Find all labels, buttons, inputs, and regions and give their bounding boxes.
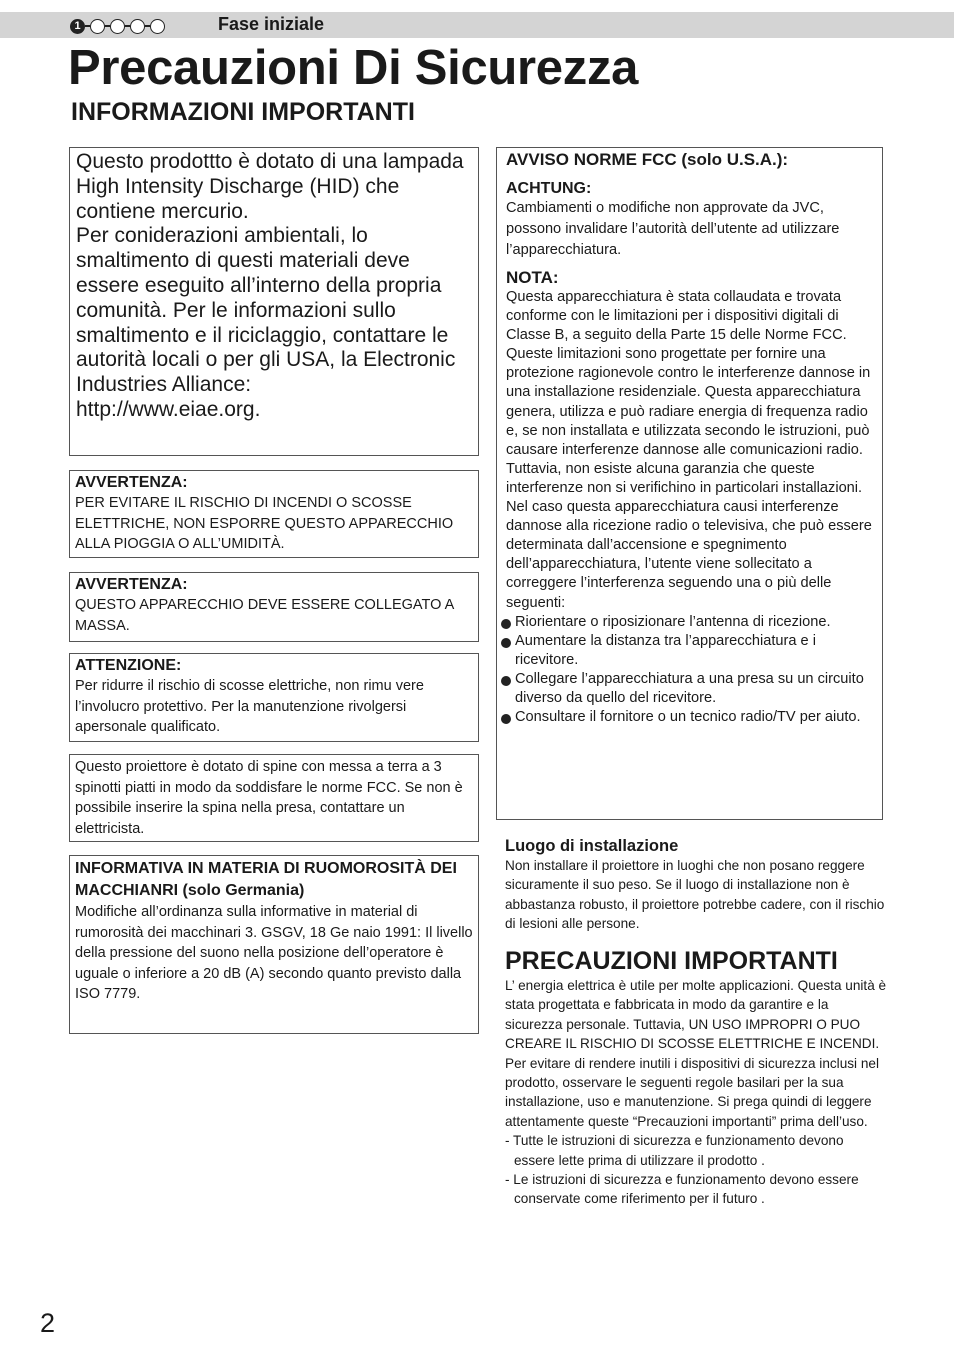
fcc-title: AVVISO NORME FCC (solo U.S.A.): (506, 150, 789, 169)
fcc-notice-box (496, 147, 883, 820)
list-item: Riorientare o riposizionare l’antenna di ricezione. (501, 613, 879, 632)
list-item: Collegare l’apparecchiatura a una presa su un circuito diverso da quello del ricevitore. (501, 670, 879, 708)
mercury-para-1: Questo prodottto è dotato di una lampada High Intensity Discharge (HID) che contiene mercurio. (76, 150, 464, 223)
fcc-bullet-list (501, 613, 879, 728)
warning-text: QUESTO APPARECCHIO DEVE ESSERE COLLEGATO A MASSA. (75, 597, 454, 634)
installation-title: Luogo di installazione (505, 837, 679, 855)
important-precautions-section (505, 947, 887, 1209)
noise-notice-box (69, 855, 479, 1034)
noise-title: INFORMATIVA IN MATERIA DI RUOMOROSITÀ DEI (75, 860, 457, 877)
installation-section (505, 837, 885, 934)
noise-subtitle: MACCHIANRI (solo Germania) (75, 882, 305, 899)
important-title: PRECAUZIONI IMPORTANTI (505, 947, 838, 975)
caution-box (69, 653, 479, 742)
warning-title: AVVERTENZA: (75, 474, 188, 491)
step-1-circle: 1 (70, 19, 85, 34)
step-5-circle (150, 19, 165, 34)
warning-text: PER EVITARE IL RISCHIO DI INCENDI O SCOSSE ELETTRICHE, NON ESPORRE QUESTO APPARECCHIO ALLA PIOGGIA O ALL’UMIDITÀ. (75, 495, 454, 552)
list-item: - Tutte le istruzioni di sicurezza e funzionamento devono essere lette prima di utilizzare il prodotto . (505, 1133, 844, 1168)
list-item: Consultare il fornitore o un tecnico radio/TV per aiuto. (501, 708, 879, 727)
mercury-para-2: Per coniderazioni ambientali, lo smaltimento di questi materiali deve essere eseguito all’interno della propria comunità. Per le informazioni sullo smaltimento e il riciclaggio, contattare le autorità locali o per gli USA, la Electronic (76, 224, 456, 372)
section-heading: INFORMAZIONI IMPORTANTI (71, 98, 415, 126)
list-item: - Le istruzioni di sicurezza e funzionamento devono essere conservate come riferimento per il futuro . (505, 1172, 859, 1207)
mercury-notice-box (69, 147, 479, 456)
page-title: Precauzioni Di Sicurezza (68, 41, 639, 95)
warning-box-rain (69, 470, 479, 558)
step-indicator (70, 16, 165, 36)
nota-text: Questa apparecchiatura è stata collaudata e trovata conforme con le limitazioni per i dispositivi digitali di Classe B, a seguito della Parte 15 delle Norme FCC. Queste limitazioni sono progettate per fornire una protezione ragionevole contro le interferenze dannose in una installazione residenziale. Questa apparecchiatura genera, utilizza e può radiare energia di frequenza radio e, se non installata e utilizzata secondo le istruzioni, può causare interferenze dannose alle comunicazioni radio. Tuttavia, non esiste alcuna garanzia che queste interferenze non si verifichino in particolari installazioni. Nel caso questa apparecchiatura causi interferenze dannose alla ricezione radio o televisiva, che può essere determinata dall’accensione e spegnimento dell’apparecchiatura, l’utente viene sollecitato a correggere l’interferenza seguendo una o più delle seguenti: (506, 289, 872, 611)
installation-text: Non installare il proiettore in luoghi che non posano reggere sicuramente il suo peso. Se il luogo di installazione non è abbastanza robusto, il proiettore potrebbe cadere, con il rischio di lesioni alle persone. (505, 858, 885, 932)
important-text: L’ energia elettrica è utile per molte applicazioni. Questa unità è stata progettata e fabbricata in modo da garantire e la sicurezza personale. Tuttavia, UN USO IMPROPRI O PUO CREARE IL RISCHIO DI SCOSSE ELETTRICHE E INCENDI. Per evitare di rendere inutili i dispositivi di sicurezza inclusi nel prodotto, osservare le seguenti regole basilari per la sua installazione, uso e manutenzione. Si prega quindi di leggere attentamente queste “Precauzioni importanti” prima dell’uso. (505, 978, 887, 1129)
step-3-circle (110, 19, 125, 34)
achtung-text: Cambiamenti o modifiche non approvate da JVC, possono invalidare l’autorità dell’utente ad utilizzare l’apparecchiatura. (506, 200, 840, 258)
noise-text: Modifiche all’ordinanza sulla informative in material di rumorosità dei macchinari 3. GSGV, 18 Ge naio 1991: Il livello della pressione del suono nella posizione dell’operatore è uguale o inferiore a 20 dB (A) secondo quanto previsto dalla ISO 7779. (75, 904, 473, 1002)
nota-title: NOTA: (506, 268, 559, 287)
warning-box-ground (69, 572, 479, 642)
warning-title: AVVERTENZA: (75, 576, 188, 593)
achtung-title: ACHTUNG: (506, 180, 592, 197)
mercury-para-4: http://www.eiae.org. (76, 397, 261, 421)
page-number: 2 (40, 1308, 56, 1338)
plug-notice-box (69, 754, 479, 842)
step-2-circle (90, 19, 105, 34)
caution-title: ATTENZIONE: (75, 657, 182, 674)
list-item: Aumentare la distanza tra l’apparecchiatura e i ricevitore. (501, 632, 879, 670)
step-label: Fase iniziale (218, 14, 325, 34)
step-4-circle (130, 19, 145, 34)
plug-text: Questo proiettore è dotato di spine con messa a terra a 3 spinotti piatti in modo da soddisfare le norme FCC. Se non è possibile inserire la spina nella presa, contattare un elettricista. (75, 759, 463, 837)
mercury-para-3: Industries Alliance: (76, 373, 252, 397)
caution-text: Per ridurre il rischio di scosse elettriche, non rimu vere l’involucro protettivo. Per la manutenzione rivolgersi apersonale qualificato. (75, 678, 424, 735)
